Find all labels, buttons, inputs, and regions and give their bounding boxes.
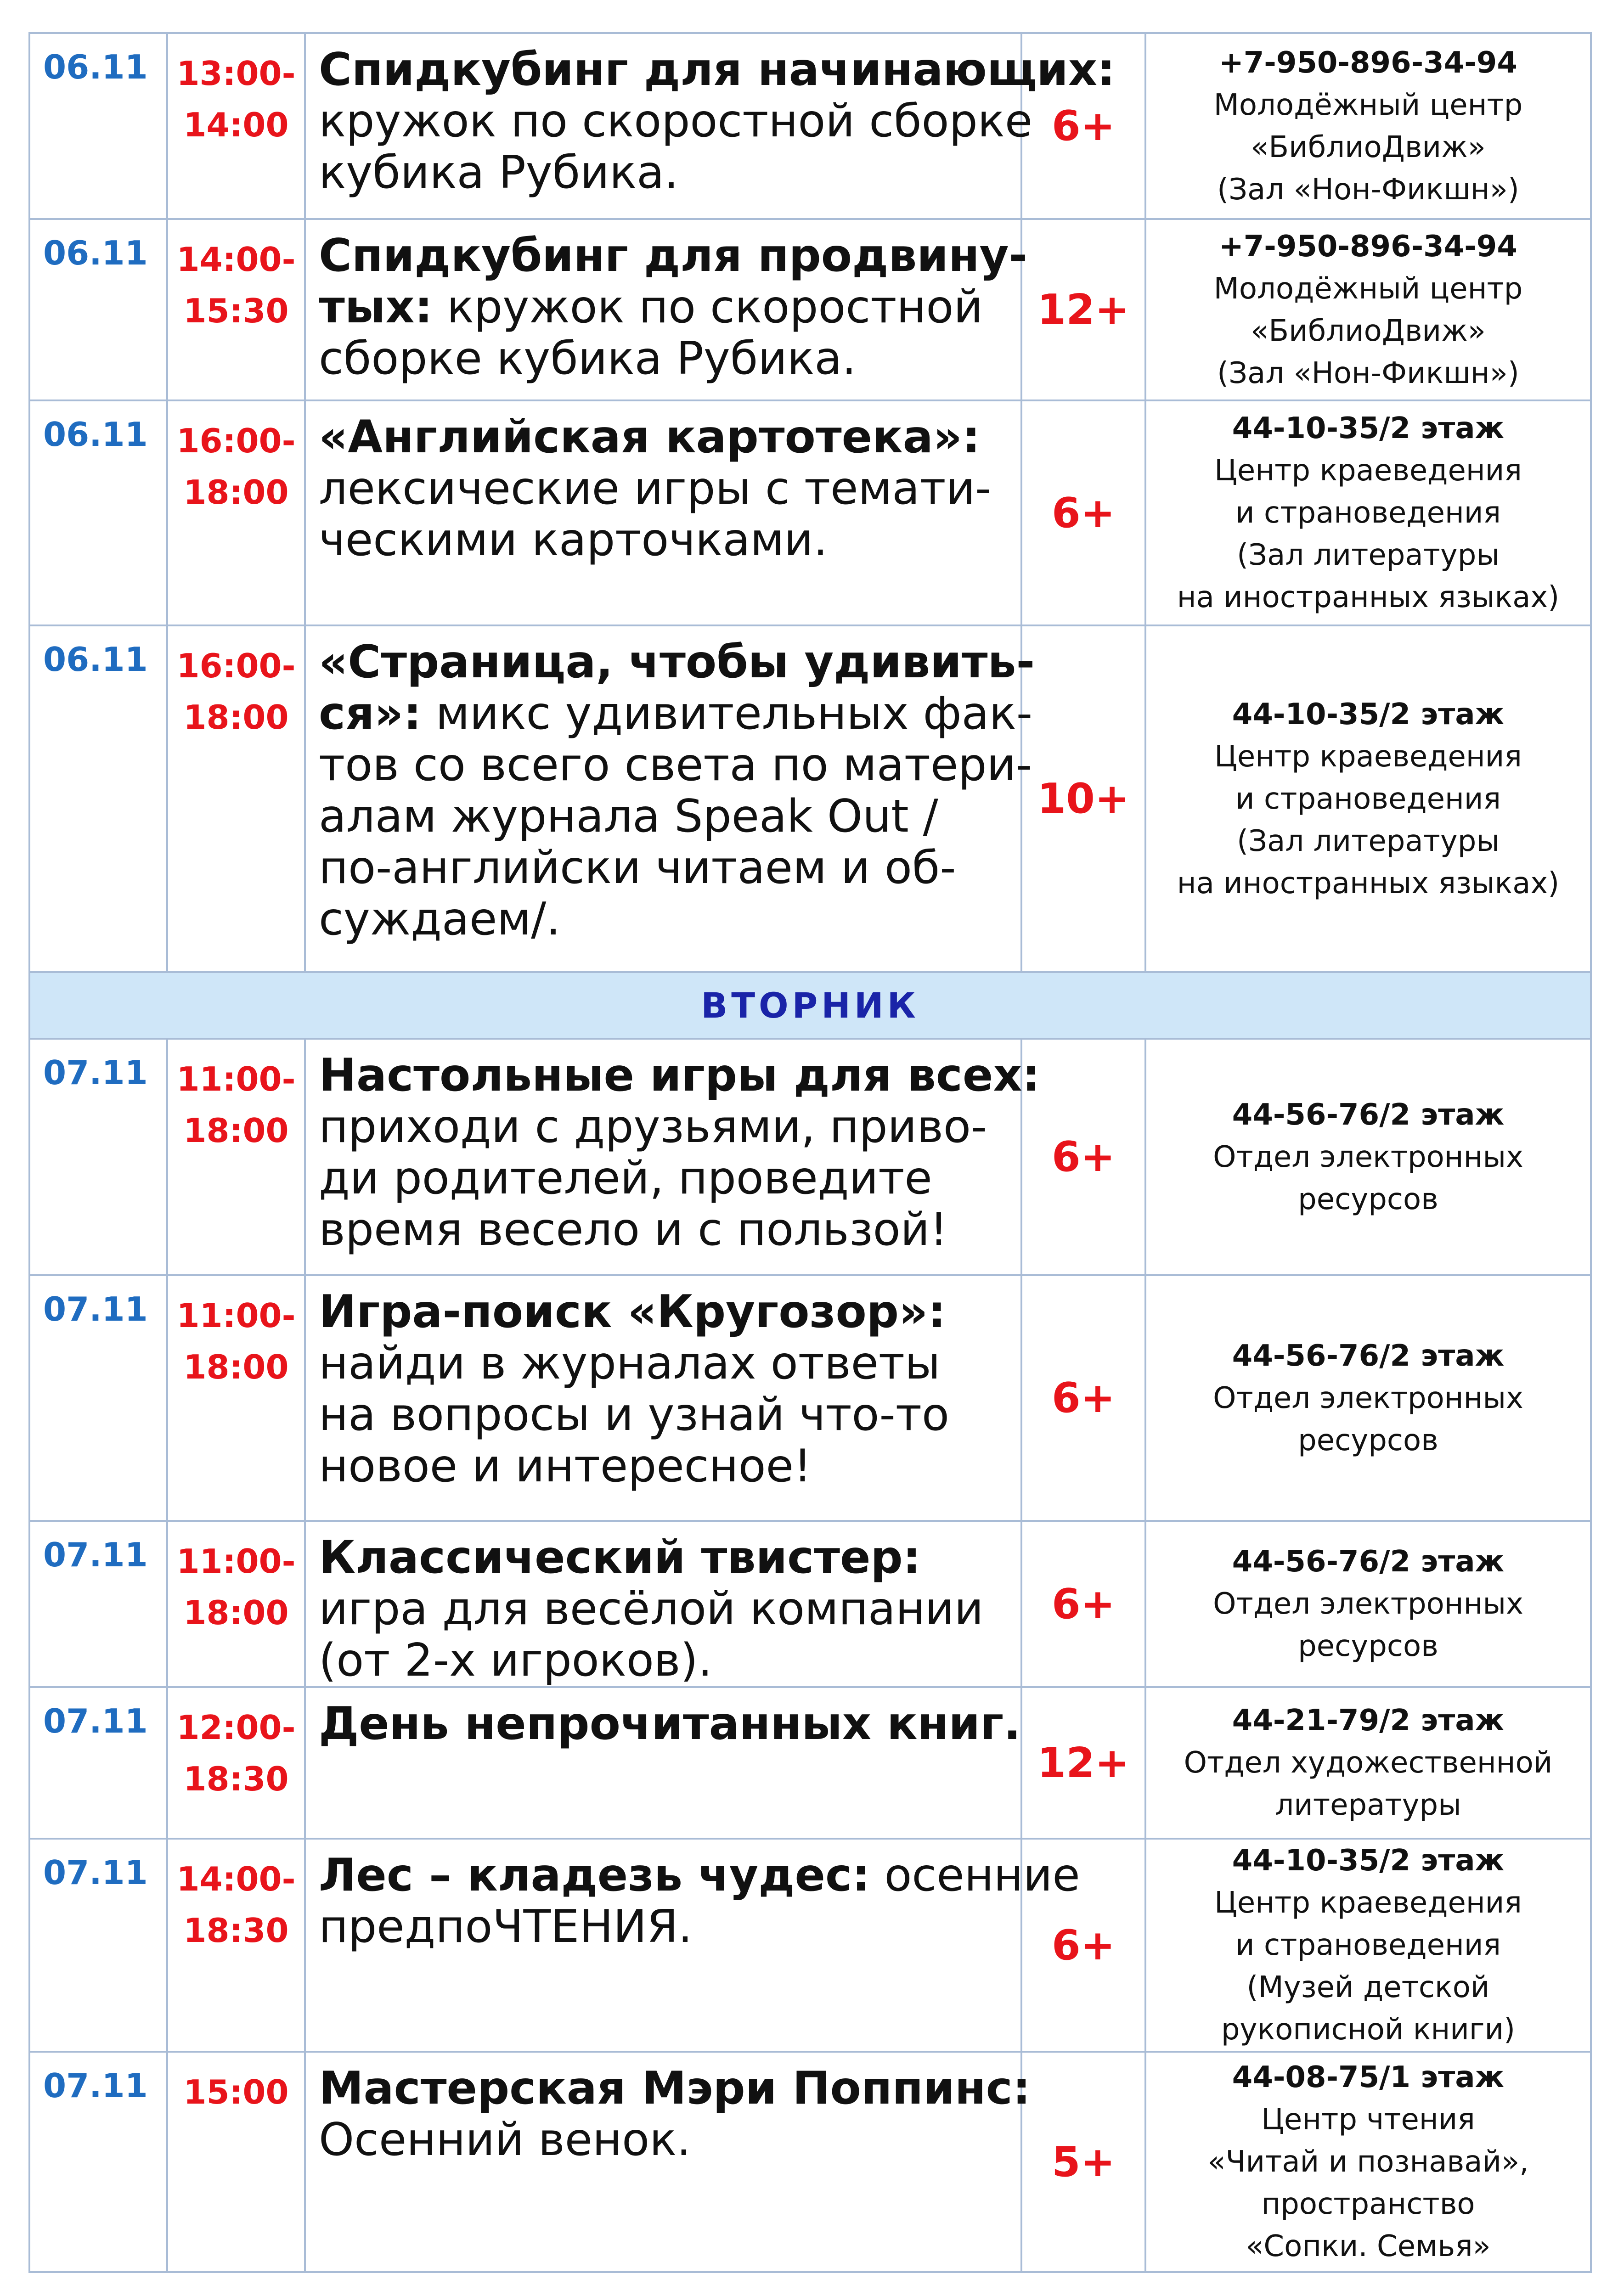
venue-line: «Сопки. Семья» <box>1246 2229 1491 2263</box>
event-description <box>305 1521 1021 1687</box>
age-rating: 6+ <box>1021 1521 1145 1687</box>
event-title-text: тых: <box>319 281 433 333</box>
event-time <box>167 1521 305 1687</box>
description-line <box>319 1204 1011 1255</box>
venue-line: Молодёжный центр <box>1213 88 1523 122</box>
event-date: 07.11 <box>29 2052 167 2272</box>
event-date: 06.11 <box>29 219 167 400</box>
event-body-text: время весело и с пользой! <box>319 1204 948 1256</box>
venue-line: литературы <box>1275 1788 1461 1822</box>
event-description <box>305 400 1021 625</box>
event-date: 07.11 <box>29 1687 167 1839</box>
venue-info <box>1145 1039 1591 1275</box>
event-body-text: на вопросы и узнай что-то <box>319 1389 949 1441</box>
event-time-part: 18:00 <box>183 1593 289 1632</box>
event-time-part: 15:00 <box>183 2073 289 2111</box>
venue-line: пространство <box>1261 2187 1475 2221</box>
venue-info <box>1145 400 1591 625</box>
event-body-text: приходи с друзьями, приво- <box>319 1101 987 1153</box>
venue-line: Отдел электронных <box>1213 1381 1523 1415</box>
event-body-text: кружок по скоростной <box>432 281 983 333</box>
event-time <box>167 219 305 400</box>
event-title-text: ся»: <box>319 687 422 740</box>
event-date: 06.11 <box>29 33 167 219</box>
contact-phone: 44-10-35/2 этаж <box>1232 1844 1505 1878</box>
event-row <box>29 1839 1591 2052</box>
event-title-text: Спидкубинг для продвину- <box>319 230 1028 282</box>
event-time-part: 14:00 <box>183 106 289 144</box>
event-body-text: микс удивительных фак- <box>421 687 1033 740</box>
event-row <box>29 33 1591 219</box>
venue-info <box>1145 219 1591 400</box>
event-description <box>305 2052 1031 2272</box>
event-title-text: Спидкубинг для начинающих: <box>319 44 1116 96</box>
event-body-text: предпоЧТЕНИЯ. <box>319 1901 693 1953</box>
event-body-text: Осенний венок. <box>319 2114 691 2166</box>
event-time-part: 18:00 <box>183 1111 289 1150</box>
event-time <box>167 1275 305 1521</box>
schedule-table <box>28 32 1592 2273</box>
event-row <box>29 400 1591 625</box>
event-description <box>305 1039 1040 1275</box>
event-time-part: 18:30 <box>183 1911 289 1950</box>
event-row <box>29 219 1591 400</box>
venue-line: Молодёжный центр <box>1213 271 1523 306</box>
description-line <box>319 791 1011 842</box>
description-line <box>319 687 1033 740</box>
venue-info <box>1145 1839 1591 2052</box>
venue-line: и страноведения <box>1235 1928 1501 1962</box>
event-time-part: 18:00 <box>183 698 289 737</box>
venue-line: на иностранных языках) <box>1177 866 1560 900</box>
description-line <box>319 1901 1011 1953</box>
event-body-text: тов со всего света по матери- <box>319 739 1032 791</box>
event-date: 06.11 <box>29 400 167 625</box>
description-line <box>319 1532 1011 1583</box>
contact-phone: 44-08-75/1 этаж <box>1232 2060 1505 2094</box>
age-rating: 5+ <box>1021 2052 1145 2272</box>
description-line <box>319 1849 1080 1902</box>
event-time-part: 18:30 <box>183 1760 289 1798</box>
description-line <box>319 1441 1011 1492</box>
description-line <box>319 230 1028 282</box>
event-body-text: суждаем/. <box>319 893 561 945</box>
venue-line: Отдел электронных <box>1213 1587 1523 1621</box>
event-time-part: 12:00- <box>176 1708 296 1747</box>
event-time <box>167 1687 305 1839</box>
description-line <box>319 333 1011 384</box>
age-rating: 12+ <box>1021 1687 1145 1839</box>
venue-info <box>1145 2052 1591 2272</box>
description-line <box>319 44 1116 96</box>
venue-line: Центр краеведения <box>1214 454 1522 488</box>
contact-phone: 44-10-35/2 этаж <box>1232 411 1505 445</box>
description-line <box>319 147 1011 198</box>
event-date: 07.11 <box>29 1521 167 1687</box>
venue-line: Отдел электронных <box>1213 1140 1523 1174</box>
venue-line: и страноведения <box>1235 782 1501 816</box>
description-line <box>319 463 1011 514</box>
age-rating: 6+ <box>1021 1039 1145 1275</box>
venue-line: (Музей детской <box>1246 1970 1490 2004</box>
event-date: 07.11 <box>29 1039 167 1275</box>
event-body-text: игра для весёлой компании <box>319 1583 984 1635</box>
event-time-part: 14:00- <box>176 1860 296 1898</box>
event-time-part: 13:00- <box>176 54 296 93</box>
description-line <box>319 1101 1011 1153</box>
contact-phone: 44-56-76/2 этаж <box>1232 1339 1505 1373</box>
venue-line: ресурсов <box>1298 1423 1438 1458</box>
event-time <box>167 1039 305 1275</box>
event-time-part: 11:00- <box>176 1542 296 1581</box>
venue-line: (Зал литературы <box>1237 538 1500 572</box>
contact-phone: 44-21-79/2 этаж <box>1232 1704 1505 1738</box>
description-line <box>319 2062 1031 2115</box>
venue-line: рукописной книги) <box>1221 2013 1516 2047</box>
event-body-text: кубика Рубика. <box>319 146 679 199</box>
venue-line: и страноведения <box>1235 496 1501 530</box>
event-time-part: 16:00- <box>176 422 296 460</box>
venue-line: Центр краеведения <box>1214 1886 1522 1920</box>
description-line <box>319 636 1035 688</box>
event-time-part: 18:00 <box>183 473 289 512</box>
venue-line: на иностранных языках) <box>1177 580 1560 614</box>
event-date: 06.11 <box>29 625 167 972</box>
event-row <box>29 1687 1591 1839</box>
event-time <box>167 1839 305 2052</box>
event-body-text: кружок по скоростной сборке <box>319 95 1033 147</box>
day-header-row <box>29 972 1591 1039</box>
description-line <box>319 411 1011 463</box>
event-description <box>305 1275 1021 1521</box>
description-line <box>319 514 1011 566</box>
event-row <box>29 1039 1591 1275</box>
day-header: ВТОРНИК <box>29 972 1591 1039</box>
schedule-body <box>29 33 1591 2272</box>
venue-line: Отдел художественной <box>1184 1746 1553 1780</box>
event-title-text: Игра-поиск «Кругозор»: <box>319 1286 946 1338</box>
event-description <box>305 625 1035 972</box>
description-line <box>319 95 1033 147</box>
venue-info <box>1145 625 1591 972</box>
event-date: 07.11 <box>29 1839 167 2052</box>
description-line <box>319 1389 1011 1441</box>
contact-phone: 44-56-76/2 этаж <box>1232 1545 1505 1579</box>
event-time <box>167 2052 305 2272</box>
event-body-text: найди в журналах ответы <box>319 1337 941 1390</box>
description-line <box>319 894 1011 945</box>
age-rating: 6+ <box>1021 1275 1145 1521</box>
event-title-text: Лес – кладезь чудес: <box>319 1849 870 1902</box>
description-line <box>319 1698 1021 1750</box>
age-rating: 6+ <box>1021 33 1145 219</box>
event-time-part: 16:00- <box>176 647 296 685</box>
venue-line: «Читай и познавай», <box>1207 2145 1529 2179</box>
venue-info <box>1145 33 1591 219</box>
contact-phone: +7-950-896-34-94 <box>1219 229 1517 264</box>
description-line <box>319 1049 1040 1102</box>
event-row <box>29 2052 1591 2272</box>
venue-line: ресурсов <box>1298 1629 1438 1663</box>
venue-line: «БиблиоДвиж» <box>1251 314 1486 348</box>
event-time-part: 14:00- <box>176 240 296 279</box>
event-body-text: сборке кубика Рубика. <box>319 332 857 385</box>
event-time-part: 11:00- <box>176 1296 296 1335</box>
event-description <box>305 33 1116 219</box>
event-title-text: «Английская картотека»: <box>319 411 981 463</box>
event-time-part: 18:00 <box>183 1348 289 1386</box>
event-title-text: Классический твистер: <box>319 1531 921 1584</box>
venue-line: (Зал «Нон-Фикшн») <box>1217 356 1519 390</box>
contact-phone: 44-10-35/2 этаж <box>1232 697 1505 732</box>
age-rating: 10+ <box>1021 625 1145 972</box>
venue-line: ресурсов <box>1298 1182 1438 1216</box>
venue-line: Центр чтения <box>1261 2103 1475 2137</box>
event-body-text: лексические игры с темати- <box>319 462 992 515</box>
contact-phone: 44-56-76/2 этаж <box>1232 1097 1505 1132</box>
description-line <box>319 739 1032 791</box>
event-description <box>305 219 1028 400</box>
venue-line: (Зал литературы <box>1237 824 1500 858</box>
venue-line: (Зал «Нон-Фикшн») <box>1217 172 1519 207</box>
event-body-text: осенние <box>870 1849 1080 1902</box>
description-line <box>319 1286 1011 1338</box>
event-time-part: 15:30 <box>183 292 289 330</box>
event-title-text: Настольные игры для всех: <box>319 1049 1040 1102</box>
event-body-text: новое и интересное! <box>319 1440 812 1492</box>
event-row <box>29 1521 1591 1687</box>
venue-info <box>1145 1275 1591 1521</box>
description-line <box>319 1635 1011 1686</box>
event-title-text: День непрочитанных книг. <box>319 1698 1021 1750</box>
event-description <box>305 1839 1080 2052</box>
venue-info <box>1145 1687 1591 1839</box>
event-description <box>305 1687 1021 1839</box>
age-rating: 12+ <box>1021 219 1145 400</box>
event-date: 07.11 <box>29 1275 167 1521</box>
event-title-text: «Страница, чтобы удивить- <box>319 636 1035 688</box>
event-row <box>29 625 1591 972</box>
event-time <box>167 400 305 625</box>
description-line <box>319 842 1011 894</box>
contact-phone: +7-950-896-34-94 <box>1219 45 1517 80</box>
venue-line: Центр краеведения <box>1214 739 1522 774</box>
event-row <box>29 1275 1591 1521</box>
age-rating: 6+ <box>1021 400 1145 625</box>
description-line <box>319 1338 1011 1389</box>
venue-info <box>1145 1521 1591 1687</box>
event-time <box>167 33 305 219</box>
venue-line: «БиблиоДвиж» <box>1251 130 1486 164</box>
description-line <box>319 1153 1011 1204</box>
event-body-text: по-английски читаем и об- <box>319 842 956 894</box>
description-line <box>319 281 1011 333</box>
event-title-text: Мастерская Мэри Поппинс: <box>319 2062 1031 2115</box>
event-time-part: 11:00- <box>176 1060 296 1098</box>
age-rating: 6+ <box>1021 1839 1145 2052</box>
description-line <box>319 1583 1011 1635</box>
event-body-text: ди родителей, проведите <box>319 1152 932 1204</box>
event-body-text: (от 2-х игроков). <box>319 1634 712 1687</box>
event-time <box>167 625 305 972</box>
event-body-text: ческими карточками. <box>319 514 828 566</box>
description-line <box>319 2114 1011 2166</box>
event-body-text: алам журнала Speak Out / <box>319 790 938 843</box>
